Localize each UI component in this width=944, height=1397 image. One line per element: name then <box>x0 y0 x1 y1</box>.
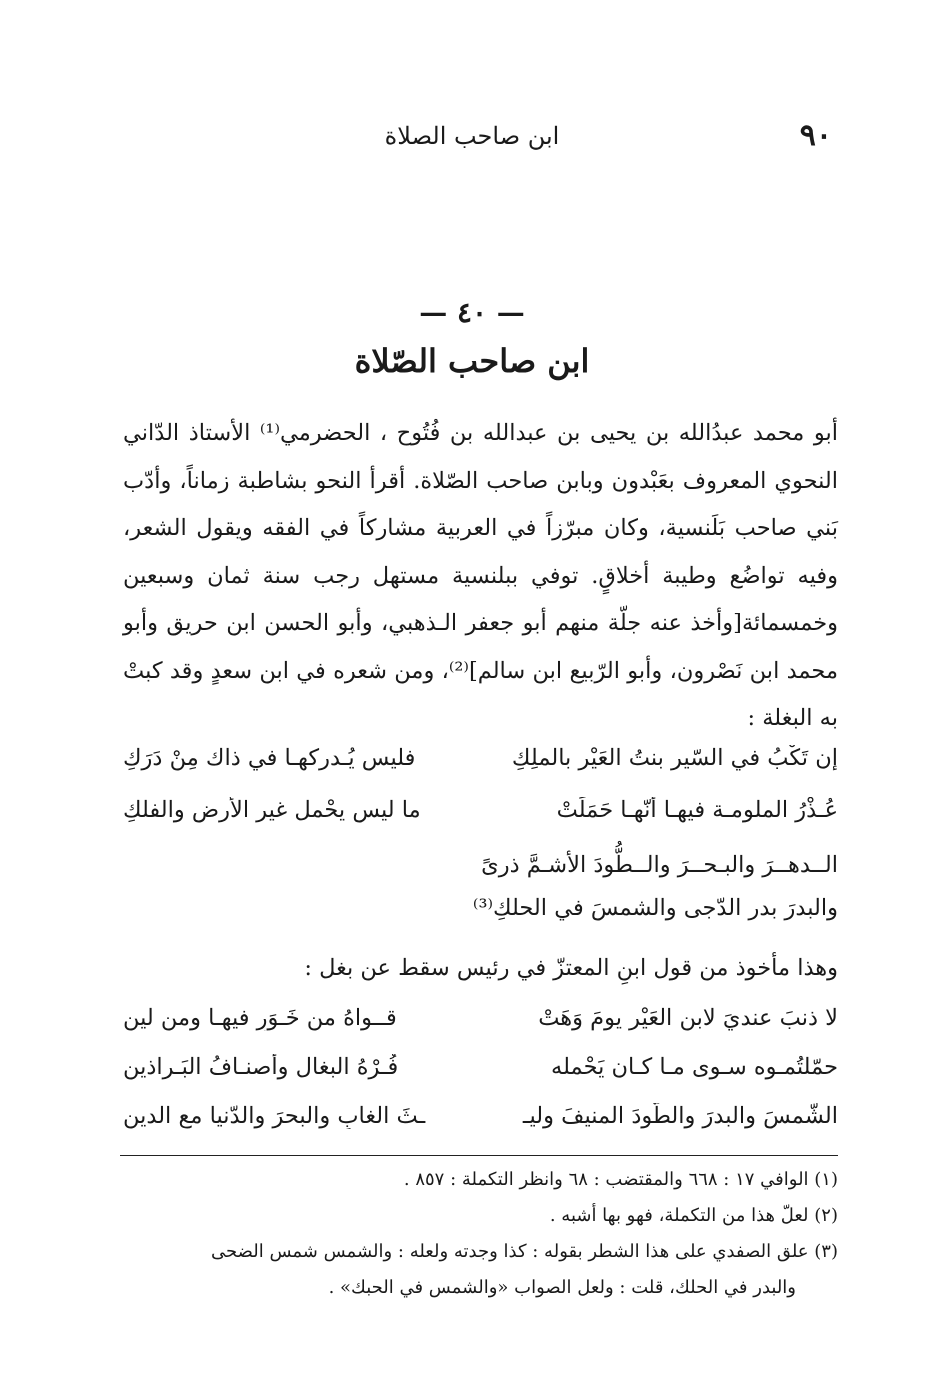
poem1-verse-1 <box>123 745 838 793</box>
hemistich-second: فليس يُـدركهـا في ذاك مِنْ دَرَكِ <box>123 745 416 771</box>
footnote-1: (١) الوافي ١٧ : ٦٦٨ والمقتضب : ٦٨ وانظر التكملة : ٨٥٧ . <box>403 1169 838 1190</box>
biography-paragraph <box>123 410 838 743</box>
footnotes <box>120 1162 838 1306</box>
footnote-3-continuation: والبدر في الحلك، قلت : ولعل الصواب «والشمس في الحبك» . <box>328 1277 796 1298</box>
footnote-3: (٣) علق الصفدي على هذا الشطر بقوله : كذا وجدته ولعله : والشمس شمس الضحى <box>211 1241 838 1262</box>
hemistich-second: قــواهُ من خَـوَرٍ فيهـا ومن لينِ <box>123 1005 397 1031</box>
poem2-verse-2 <box>123 1054 838 1102</box>
poem2-verse-1 <box>123 1005 838 1053</box>
hemistich-first: لا ذنبَ عنديَ لابنِ العَيْرِ يومَ وَهَتْ <box>538 1005 838 1031</box>
entry-title: ابن صاحب الصّلاة <box>354 342 590 380</box>
page-number: ٩٠ <box>799 118 832 153</box>
entry-number: — ٤٠ — <box>419 296 525 329</box>
poem1-verse-3-line-1: الــدهــرَ والبـحــرَ والــطُّودَ الأشـمَّ ذرىً <box>481 852 838 878</box>
footnote-2: (٢) لعلّ هذا من التكملة، فهو بها أشبه . <box>549 1205 838 1226</box>
hemistich-second: فُـرْهُ البغال وأصنـافُ البَـراذينِ <box>123 1054 399 1080</box>
paragraph-text: أبو محمد عبدُالله بن يحيى بن عبدالله بن فُتُوح ، الحضرمي⁽¹⁾ الأستاذ الدّاني النحوي المعروف بعَبْدون وبابن صاحب الصّلاة. أقرأ النحو بشاطبة زماناً، وأدّب بَني صاحب بَلَنسية، وكان مبرّزاً في العربية مشاركاً في الفقه ويقول الشعر، وفيه تواضُع وطيبة أخلاقٍ. توفي ببلنسية مستهل رجب سنة ثمان وسبعين وخمسمائة[وأخذ عنه جلّة منهم أبو جعفر الـذهبي، وأبو الحسن ابن حريق وأبو محمد ابن نَصْرون، وأبو الرّبيع ابن سالم]⁽²⁾، ومن شعره في ابن سعدٍ وقد كبتْ به البغلة : <box>123 420 838 731</box>
hemistich-first: حمّلتُمـوه سـوى مـا كـان يَحْمله <box>551 1054 838 1080</box>
hemistich-first: إن تَكْبُ في السّير بنتُ العَيْرِ بالملِكِ <box>511 745 838 771</box>
running-header <box>100 118 844 158</box>
poem2-verse-3 <box>123 1103 838 1151</box>
hemistich-first: عُـذْرُ الملومـة فيهـا أنّهـا حَمَلَتْ <box>556 797 838 823</box>
hemistich-second: ـثَ الغابِ والبحرَ والدّنيا مع الدينِ <box>123 1103 426 1129</box>
running-title: ابن صاحب الصلاة <box>384 122 560 150</box>
transition-line: وهذا مأخوذ من قول ابنِ المعتزّ في رئيس سقط عن بغل : <box>304 955 838 981</box>
footnote-divider <box>120 1155 838 1156</box>
poem1-verse-3-line-2: والبدرَ بدر الدّجى والشمسَ في الحلكِ⁽³⁾ <box>472 895 838 921</box>
hemistich-second: ما ليس يحْمل غير الأرضِ والفلكِ <box>123 797 421 823</box>
hemistich-first: الشّمسَ والبدرَ والطَّودَ المنيفَ وليـ <box>522 1103 838 1129</box>
poem1-verse-2 <box>123 797 838 845</box>
